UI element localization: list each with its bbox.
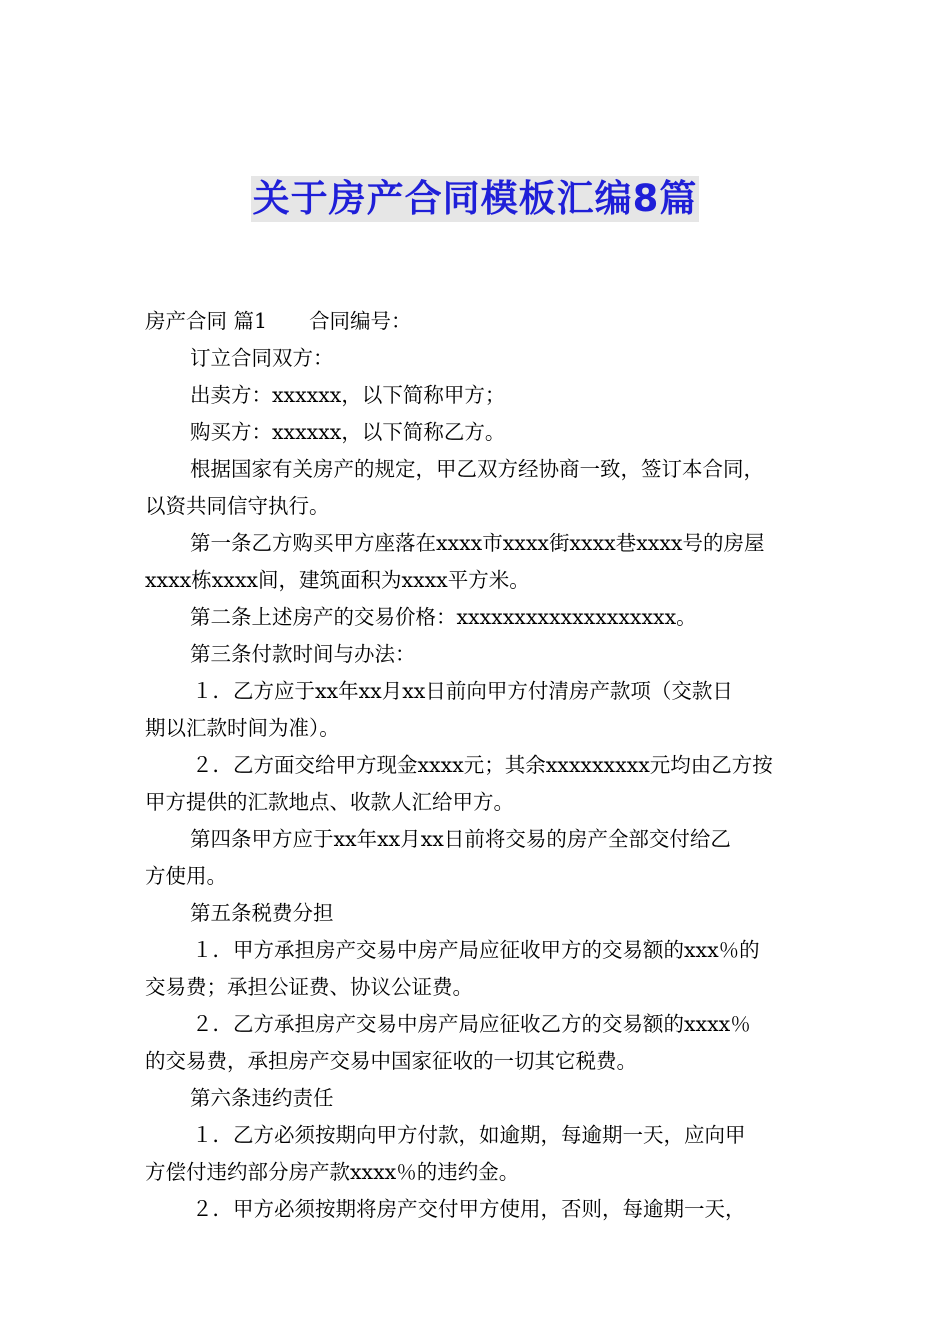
paragraph-line: 期以汇款时间为准）。 [145, 716, 340, 740]
paragraph-line: １．乙方应于xx年xx月xx日前向甲方付清房产款项（交款日 [192, 679, 733, 703]
paragraph-line: 第二条上述房产的交易价格：xxxxxxxxxxxxxxxxxxx。 [190, 605, 697, 629]
title-wrap [0, 176, 950, 222]
paragraph-line: 出卖方：xxxxxx，以下简称甲方； [190, 383, 506, 407]
paragraph-line: 购买方：xxxxxx，以下简称乙方。 [190, 420, 506, 444]
paragraph-line: 甲方提供的汇款地点、收款人汇给甲方。 [145, 790, 514, 814]
paragraph-line: ２．乙方承担房产交易中房产局应征收乙方的交易额的xxxx％ [192, 1012, 751, 1036]
paragraph-line: 交易费；承担公证费、协议公证费。 [145, 975, 473, 999]
paragraph-line: xxxx栋xxxx间，建筑面积为xxxx平方米。 [145, 568, 530, 592]
paragraph-line: １．甲方承担房产交易中房产局应征收甲方的交易额的xxx％的 [192, 938, 760, 962]
paragraph-line: １．乙方必须按期向甲方付款，如逾期，每逾期一天，应向甲 [192, 1123, 746, 1147]
paragraph-line: 订立合同双方： [190, 346, 334, 370]
contract-number-label: 合同编号： [309, 309, 412, 333]
paragraph-line: 第一条乙方购买甲方座落在xxxx市xxxx街xxxx巷xxxx号的房屋 [190, 531, 765, 555]
paragraph-line: 第三条付款时间与办法： [190, 642, 416, 666]
paragraph-line: ２．乙方面交给甲方现金xxxx元；其余xxxxxxxxx元均由乙方按 [192, 753, 773, 777]
paragraph-line: 第五条税费分担 [190, 901, 334, 925]
section-heading: 房产合同 篇1 [145, 309, 268, 333]
paragraph-line: 方偿付违约部分房产款xxxx％的违约金。 [145, 1160, 520, 1184]
paragraph-line: 方使用。 [145, 864, 227, 888]
document-title: 关于房产合同模板汇编8篇 [252, 177, 698, 220]
paragraph-line: 第六条违约责任 [190, 1086, 334, 1110]
first-line [145, 303, 825, 340]
document-body [145, 303, 825, 1228]
paragraph-line: 根据国家有关房产的规定，甲乙双方经协商一致，签订本合同， [190, 457, 764, 481]
paragraph-line: 第四条甲方应于xx年xx月xx日前将交易的房产全部交付给乙 [190, 827, 731, 851]
paragraph-line: ２．甲方必须按期将房产交付甲方使用，否则，每逾期一天， [192, 1197, 746, 1221]
paragraph-line: 的交易费，承担房产交易中国家征收的一切其它税费。 [145, 1049, 637, 1073]
paragraph-line: 以资共同信守执行。 [145, 494, 330, 518]
